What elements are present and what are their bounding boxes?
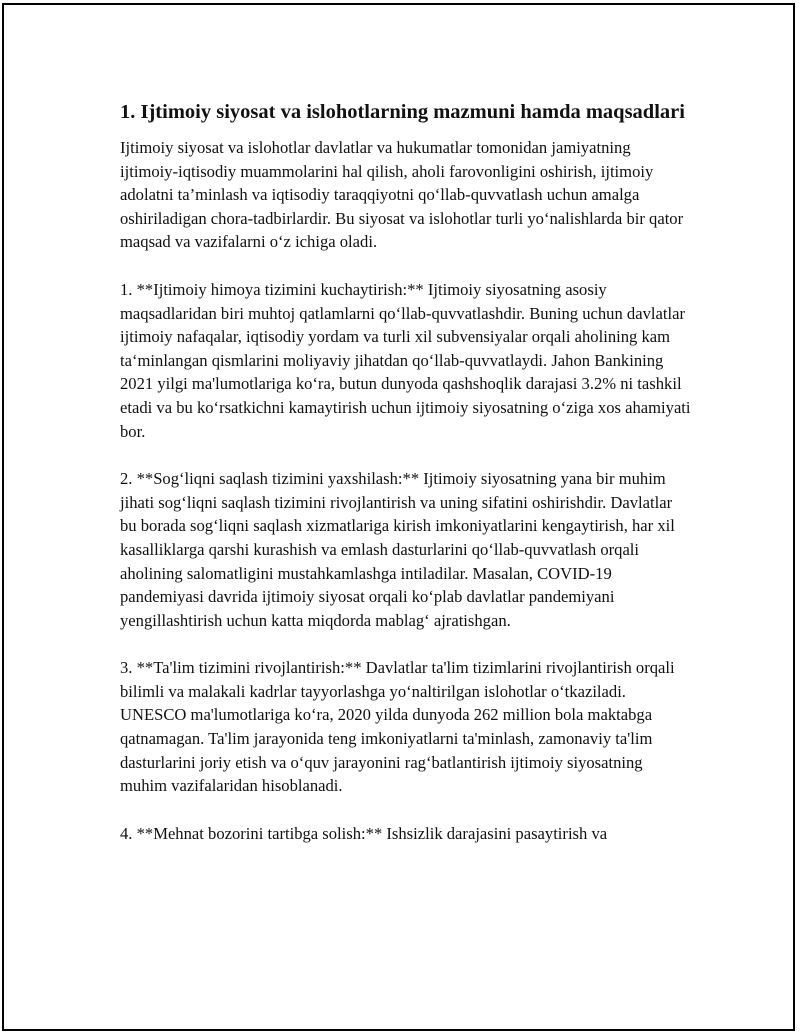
intro-paragraph: Ijtimoiy siyosat va islohotlar davlatlar va hukumatlar tomonidan jamiyatning ijtimoiy-iqtisodiy muammolarini hal qilish, aholi farovonligini oshirish, ijtimoiy adolatni ta’minlash va iqtisodiy taraqqiyotni qo‘llab-quvvatlash uchun amalga oshiriladigan chora-tadbirlardir. Bu siyosat va islohotlar turli yo‘nalishlarda bir qator maqsad va vazifalarni o‘z ichiga oladi. [120,138,684,252]
document-body [120,98,692,869]
point-1-paragraph: 1. **Ijtimoiy himoya tizimini kuchaytirish:** Ijtimoiy siyosatning asosiy maqsadlaridan biri muhtoj qatlamlarni qo‘llab-quvvatlashdir. Buning uchun davlatlar ijtimoiy nafaqalar, iqtisodiy yordam va turli xil subvensiyalar orqali aholining kam ta‘minlangan qismlarini moliyaviy jihatdan qo‘llab-quvvatlaydi. Jahon Bankining 2021 yilgi ma'lumotlariga ko‘ra, butun dunyoda qashshoqlik darajasi 3.2% ni tashkil etadi va bu ko‘rsatkichni kamaytirish uchun ijtimoiy siyosatning o‘ziga xos ahamiyati bor. [120,279,691,441]
page-frame [2,3,795,1031]
section-heading: 1. Ijtimoiy siyosat va islohotlarning mazmuni hamda maqsadlari [120,101,685,123]
point-4-paragraph: 4. **Mehnat bozorini tartibga solish:** Ishsizlik darajasini pasaytirish va [120,823,608,843]
point-3-paragraph: 3. **Ta'lim tizimini rivojlantirish:** Davlatlar ta'lim tizimlarini rivojlantirish orqali bilimli va malakali kadrlar tayyorlashga yo‘naltirilgan islohotlar o‘tkaziladi. UNESCO ma'lumotlariga ko‘ra, 2020 yilda dunyoda 262 million bola maktabga qatnamagan. Ta'lim jarayonida teng imkoniyatlarni ta'minlash, zamonaviy ta'lim dasturlarini joriy etish va o‘quv jarayonini rag‘batlantirish ijtimoiy siyosatning muhim vazifalaridan hisoblanadi. [120,658,675,796]
point-2-paragraph: 2. **Sog‘liqni saqlash tizimini yaxshilash:** Ijtimoiy siyosatning yana bir muhim jihati sog‘liqni saqlash tizimini rivojlantirish va uning sifatini oshirishdir. Davlatlar bu borada sog‘liqni saqlash xizmatlariga kirish imkoniyatlarini kengaytirish, har xil kasalliklarga qarshi kurashish va emlash dasturlarini qo‘llab-quvvatlash orqali aholining salomatligini mustahkamlashga intiladilar. Masalan, COVID-19 pandemiyasi davrida ijtimoiy siyosat orqali ko‘plab davlatlar pandemiyani yengillashtirish uchun katta miqdorda mablag‘ ajratishgan. [120,469,675,630]
